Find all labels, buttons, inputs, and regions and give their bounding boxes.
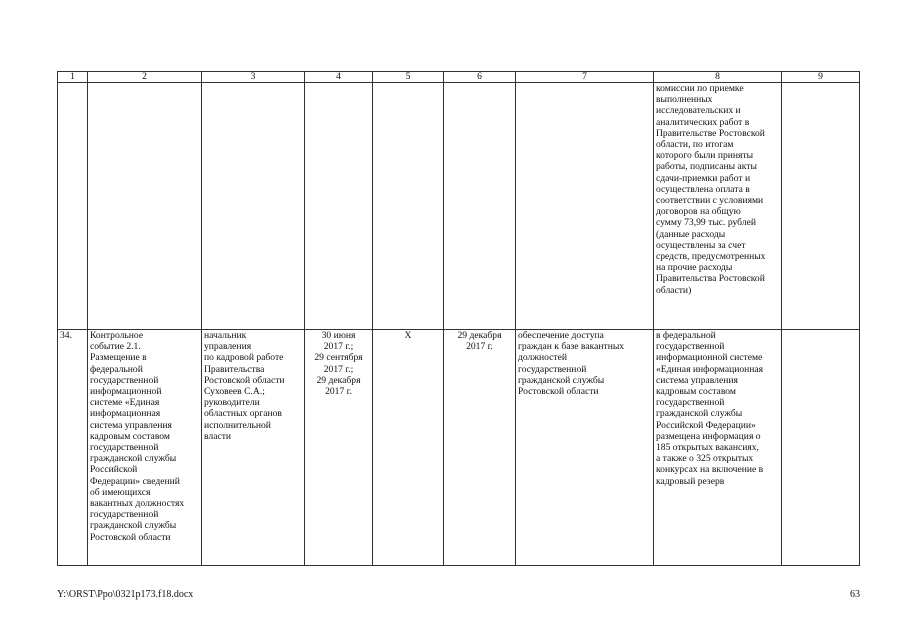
notes-cell — [782, 330, 860, 566]
file-path: Y:\ORST\Ppo\0321p173.f18.docx — [57, 589, 194, 600]
column-number: 1 — [58, 72, 88, 83]
column-number: 9 — [782, 72, 860, 83]
row-number-cell: 34. — [58, 330, 88, 566]
planned-result-cell — [516, 83, 654, 330]
event-cell: Контрольное событие 2.1. Размещение в федеральной государственной информационной системе «Единая информационная система управления кадровым составом государственной гражданской службы Российской Федерации» сведений об имеющихся вакантных должностях государственной гражданской службы Ростовской области — [88, 330, 202, 566]
col5-cell: Х — [373, 330, 444, 566]
column-number: 4 — [305, 72, 373, 83]
column-number: 5 — [373, 72, 444, 83]
actual-date-cell — [444, 83, 516, 330]
table-row — [58, 83, 860, 330]
column-number: 8 — [654, 72, 782, 83]
column-number: 3 — [202, 72, 305, 83]
column-number: 2 — [88, 72, 202, 83]
responsible-cell: начальник управления по кадровой работе Правительства Ростовской области Суховеев С.А.; руководители областных органов исполнительной власти — [202, 330, 305, 566]
planned-date-cell: 30 июня 2017 г.; 29 сентября 2017 г.; 29 декабря 2017 г. — [305, 330, 373, 566]
responsible-cell — [202, 83, 305, 330]
column-number: 6 — [444, 72, 516, 83]
actual-date-cell: 29 декабря 2017 г. — [444, 330, 516, 566]
page-number: 63 — [850, 589, 860, 600]
event-cell — [88, 83, 202, 330]
col5-cell — [373, 83, 444, 330]
row-number-cell — [58, 83, 88, 330]
report-table — [57, 71, 860, 566]
planned-result-cell: обеспечение доступа граждан к базе вакантных должностей государственной гражданской службы Ростовской области — [516, 330, 654, 566]
actual-result-cell: в федеральной государственной информационной системе «Единая информационная система управления кадровым составом государственной гражданской службы Российской Федерации» размещена информация о 185 открытых вакансиях, а также о 325 открытых конкурсах на включение в кадровый резерв — [654, 330, 782, 566]
column-number: 7 — [516, 72, 654, 83]
notes-cell — [782, 83, 860, 330]
actual-result-cell: комиссии по приемке выполненных исследовательских и аналитических работ в Правительстве Ростовской области, по итогам которого были приняты работы, подписаны акты сдачи-приемки работ и осуществлена оплата в соответствии с условиями договоров на общую сумму 73,99 тыс. рублей (данные расходы осуществлены за счет средств, предусмотренных на прочие расходы Правительства Ростовской области) — [654, 83, 782, 330]
column-number-row — [58, 72, 860, 83]
table-row — [58, 330, 860, 566]
planned-date-cell — [305, 83, 373, 330]
